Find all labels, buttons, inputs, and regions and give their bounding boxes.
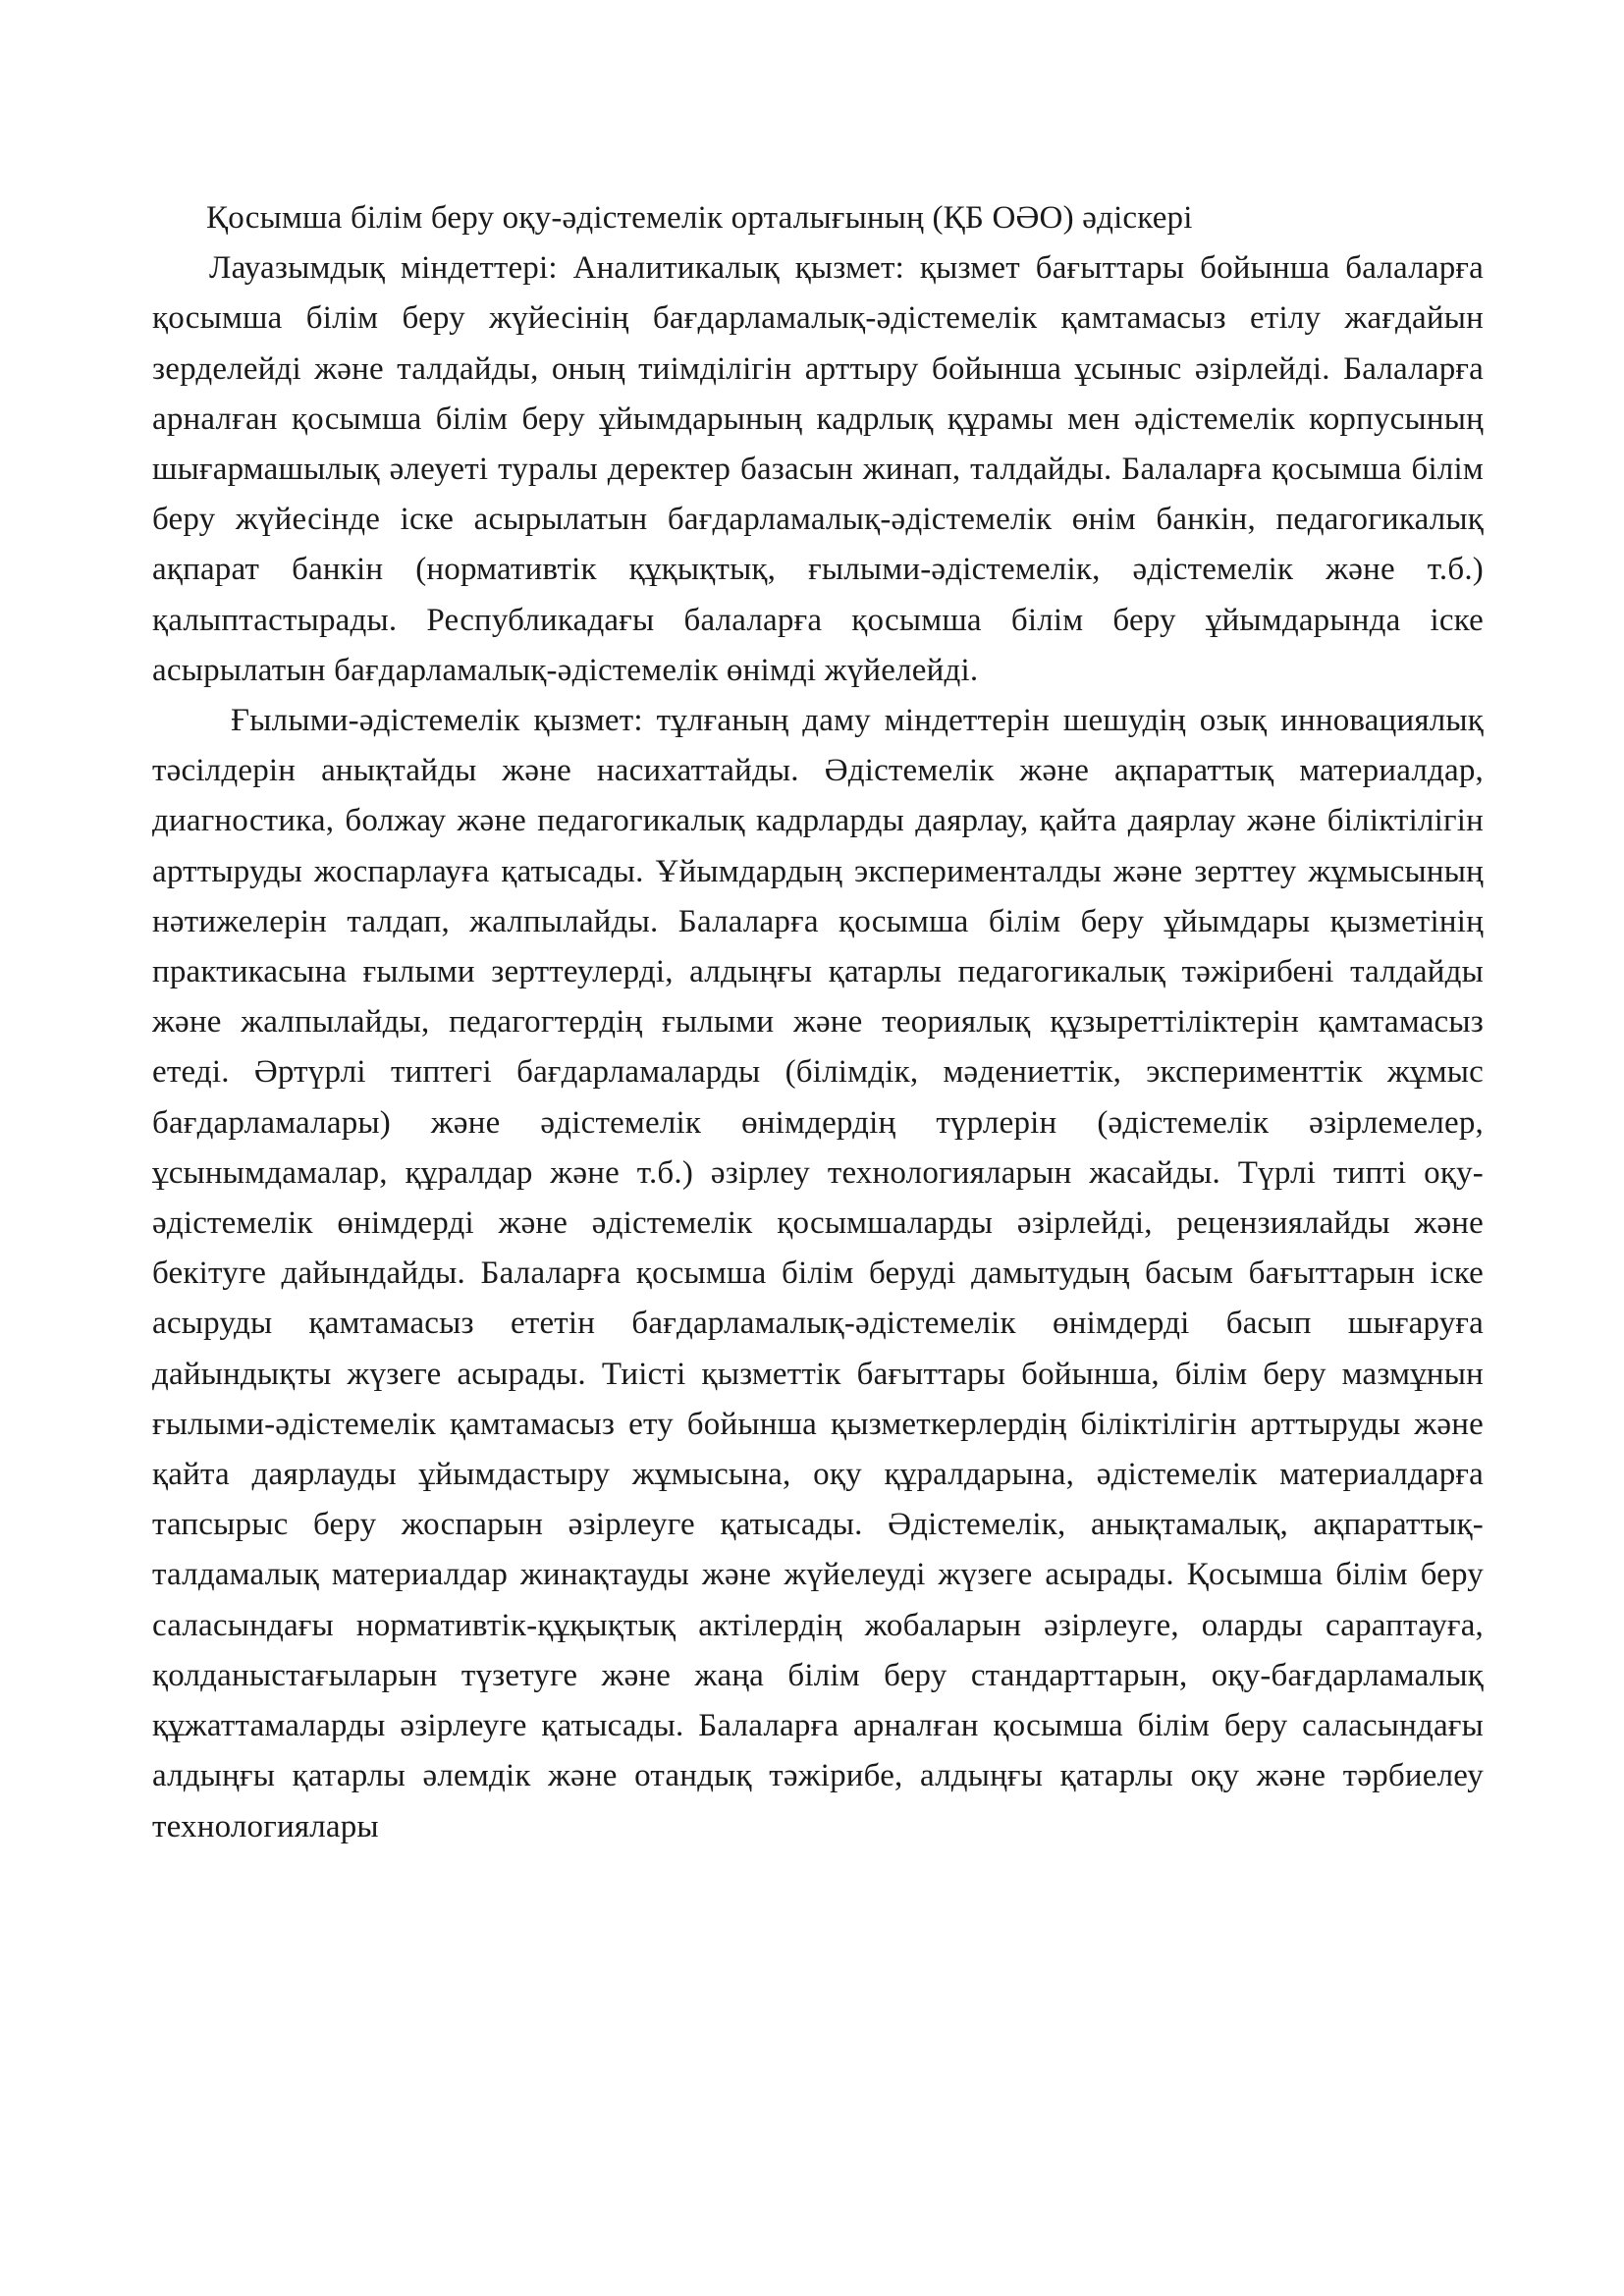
paragraph-analytical-duties: Лауазымдық міндеттері: Аналитикалық қызмет: қызмет бағыттары бойынша балаларға қосымша білім беру жүйесінің бағдарламалық-әдістемелік қамтамасыз етілу жағдайын зерделейді және талдайды, оның тиімділігін арттыру бойынша ұсыныс әзірлейді. Балаларға арналған қосымша білім беру ұйымдарының кадрлық құрамы мен әдістемелік корпусының шығармашылық әлеуеті туралы деректер базасын жинап, талдайды. Балаларға қосымша білім беру жүйесінде іске асырылатын бағдарламалық-әдістемелік өнім банкін, педагогикалық ақпарат банкін (нормативтік құқықтық, ғылыми-әдістемелік, әдістемелік және т.б.) қалыптастырады. Республикадағы балаларға қосымша білім беру ұйымдарында іске асырылатын бағдарламалық-әдістемелік өнімді жүйелейді.	[152, 250, 1484, 688]
document-body	[152, 193, 1484, 1852]
document-title: Қосымша білім беру оқу-әдістемелік орталығының (ҚБ ОӘО) әдіскері	[206, 200, 1193, 236]
paragraph-scientific-methodical-duties: Ғылыми-әдістемелік қызмет: тұлғаның даму міндеттерін шешудің озық инновациялық тәсілдерін анықтайды және насихаттайды. Әдістемелік және ақпараттық материалдар, диагностика, болжау және педагогикалық кадрларды даярлау, қайта даярлау және біліктілігін арттыруды жоспарлауға қатысады. Ұйымдардың эксперименталды және зерттеу жұмысының нәтижелерін талдап, жалпылайды. Балаларға қосымша білім беру ұйымдары қызметінің практикасына ғылыми зерттеулерді, алдыңғы қатарлы педагогикалық тәжірибені талдайды және жалпылайды, педагогтердің ғылыми және теориялық құзыреттіліктерін қамтамасыз етеді. Әртүрлі типтегі бағдарламаларды (білімдік, мәдениеттік, эксперименттік жұмыс бағдарламалары) және әдістемелік өнімдердің түрлерін (әдістемелік әзірлемелер, ұсынымдамалар, құралдар және т.б.) әзірлеу технологияларын жасайды. Түрлі типті оқу-әдістемелік өнімдерді және әдістемелік қосымшаларды әзірлейді, рецензиялайды және бекітуге дайындайды. Балаларға қосымша білім беруді дамытудың басым бағыттарын іске асыруды қамтамасыз ететін бағдарламалық-әдістемелік өнімдерді басып шығаруға дайындықты жүзеге асырады. Тиісті қызметтік бағыттары бойынша, білім беру мазмұнын ғылыми-әдістемелік қамтамасыз ету бойынша қызметкерлердің біліктілігін арттыруды және қайта даярлауды ұйымдастыру жұмысына, оқу құралдарына, әдістемелік материалдарға тапсырыс беру жоспарын әзірлеуге қатысады. Әдістемелік, анықтамалық, ақпараттық-талдамалық материалдар жинақтауды және жүйелеуді жүзеге асырады. Қосымша білім беру саласындағы нормативтік-құқықтық актілердің жобаларын әзірлеуге, оларды сараптауға, қолданыстағыларын түзетуге және жаңа білім беру стандарттарын, оқу-бағдарламалық құжаттамаларды әзірлеуге қатысады. Балаларға арналған қосымша білім беру саласындағы алдыңғы қатарлы әлемдік және отандық тәжірибе, алдыңғы қатарлы оқу және тәрбиелеу технологиялары	[152, 703, 1484, 1844]
